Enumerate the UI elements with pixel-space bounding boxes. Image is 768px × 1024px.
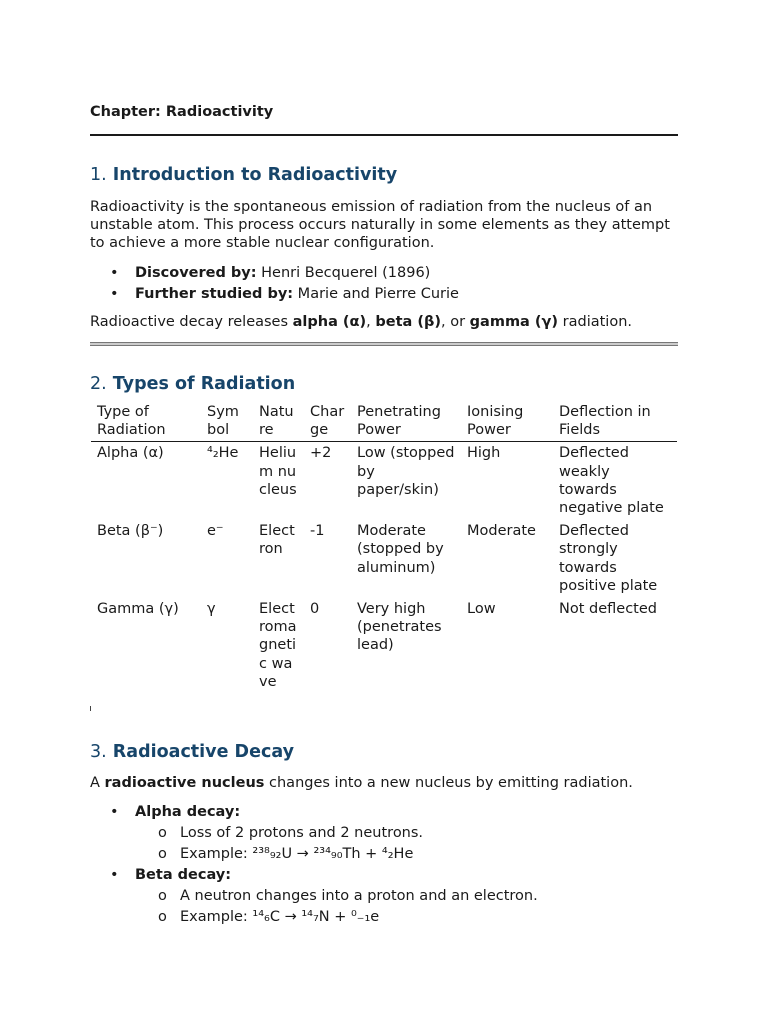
section2-number: 2. <box>90 374 107 394</box>
cell-ionising: Moderate <box>467 523 536 540</box>
cell-type: Gamma (γ) <box>97 601 179 618</box>
section3-number: 3. <box>90 742 107 762</box>
cell-penetrating: Low (stopped by paper/skin) <box>357 445 455 498</box>
cell-deflection: Deflected strongly towards positive plate <box>559 523 658 594</box>
cell-symbol: ⁴₂He <box>207 445 239 462</box>
decay-line-prefix: Radioactive decay releases <box>90 314 293 330</box>
section3-heading <box>90 742 294 762</box>
section1-bullet-list <box>90 263 678 305</box>
sub-bullet-glyph: o <box>158 846 167 862</box>
beta-decay-label: Beta decay: <box>135 867 232 883</box>
decay-line-sep: , <box>366 314 376 330</box>
section2-title: Types of Radiation <box>112 374 296 394</box>
cell-charge: -1 <box>310 523 325 540</box>
list-item <box>90 865 678 886</box>
chapter-divider <box>90 134 678 136</box>
cell-penetrating: Very high (penetrates lead) <box>357 601 442 654</box>
header-symbol: Symbol <box>207 404 239 439</box>
cell-deflection: Not deflected <box>559 601 657 618</box>
table-row <box>91 442 677 520</box>
decay-line-beta: beta (β) <box>375 314 441 330</box>
cell-symbol: e⁻ <box>207 523 224 540</box>
header-nature: Nature <box>259 404 294 439</box>
bullet-glyph: • <box>110 867 119 883</box>
sub-bullet-glyph: o <box>158 888 167 904</box>
decay-bullet-list <box>90 865 678 886</box>
list-item <box>90 263 678 284</box>
beta-decay-sublist <box>90 886 538 928</box>
table-row <box>91 598 677 694</box>
cell-charge: 0 <box>310 601 320 618</box>
sub-bullet-glyph: o <box>158 825 167 841</box>
alpha-decay-item: Loss of 2 protons and 2 neutrons. <box>180 825 424 841</box>
intro-bold: radioactive nucleus <box>104 775 265 791</box>
intro-prefix: A <box>90 775 105 791</box>
header-type: Type of Radiation <box>97 404 166 439</box>
cell-deflection: Deflected weakly towards negative plate <box>559 445 664 517</box>
section2-heading <box>90 374 295 394</box>
cell-type: Beta (β⁻) <box>97 523 164 540</box>
header-ionising: Ionising Power <box>467 404 524 439</box>
section-divider <box>90 342 678 346</box>
beta-decay-example: Example: ¹⁴₆C → ¹⁴₇N + ⁰₋₁e <box>180 909 380 925</box>
list-item <box>90 823 423 844</box>
chapter-title: Chapter: Radioactivity <box>90 104 274 120</box>
decay-line-gamma: gamma (γ) <box>469 314 559 330</box>
sub-bullet-glyph: o <box>158 909 167 925</box>
alpha-decay-label: Alpha decay: <box>135 804 241 820</box>
list-item <box>90 844 423 865</box>
list-item <box>90 886 538 907</box>
decay-line-sep: , or <box>441 314 470 330</box>
further-studied-label: Further studied by: <box>135 286 294 302</box>
header-charge: Charge <box>310 404 345 439</box>
cell-charge: +2 <box>310 445 332 462</box>
alpha-decay-sublist <box>90 823 423 865</box>
cell-penetrating: Moderate (stopped by aluminum) <box>357 523 444 576</box>
decay-line-alpha: alpha (α) <box>292 314 367 330</box>
list-item <box>90 284 678 305</box>
alpha-decay-example: Example: ²³⁸₉₂U → ²³⁴₉₀Th + ⁴₂He <box>180 846 414 862</box>
table-end-mark <box>90 706 91 711</box>
decay-line-suffix: radiation. <box>558 314 632 330</box>
cell-ionising: High <box>467 445 501 462</box>
intro-suffix: changes into a new nucleus by emitting radiation. <box>264 775 633 791</box>
list-item <box>90 907 538 928</box>
cell-nature: Electron <box>259 523 295 558</box>
cell-nature: Helium nucleus <box>259 445 297 498</box>
list-item <box>90 802 678 823</box>
table-row <box>91 520 677 598</box>
cell-ionising: Low <box>467 601 496 618</box>
further-studied-value: Marie and Pierre Curie <box>293 286 459 302</box>
section3-intro <box>90 774 678 792</box>
discovered-by-label: Discovered by: <box>135 265 257 281</box>
discovered-by-value: Henri Becquerel (1896) <box>256 265 431 281</box>
bullet-glyph: • <box>110 804 119 820</box>
header-deflection: Deflection in Fields <box>559 404 651 439</box>
cell-type: Alpha (α) <box>97 445 164 462</box>
table-header-row <box>91 402 677 442</box>
section1-paragraph: Radioactivity is the spontaneous emission of radiation from the nucleus of an unstable atom. This process occurs naturally in some elements as they attempt to achieve a more stable nuclear configuration. <box>90 199 670 252</box>
bullet-glyph: • <box>110 265 119 281</box>
radiation-table <box>91 402 677 694</box>
bullet-glyph: • <box>110 286 119 302</box>
cell-symbol: γ <box>207 601 216 618</box>
beta-decay-item: A neutron changes into a proton and an electron. <box>180 888 538 904</box>
section3-title: Radioactive Decay <box>112 742 294 762</box>
section1-number: 1. <box>90 165 107 185</box>
cell-nature: Electromagnetic wave <box>259 601 297 690</box>
section1-heading <box>90 165 397 185</box>
decay-summary-line <box>90 313 678 331</box>
decay-bullet-list <box>90 802 678 823</box>
header-penetrating: Penetrating Power <box>357 404 441 439</box>
section1-title: Introduction to Radioactivity <box>112 165 398 185</box>
